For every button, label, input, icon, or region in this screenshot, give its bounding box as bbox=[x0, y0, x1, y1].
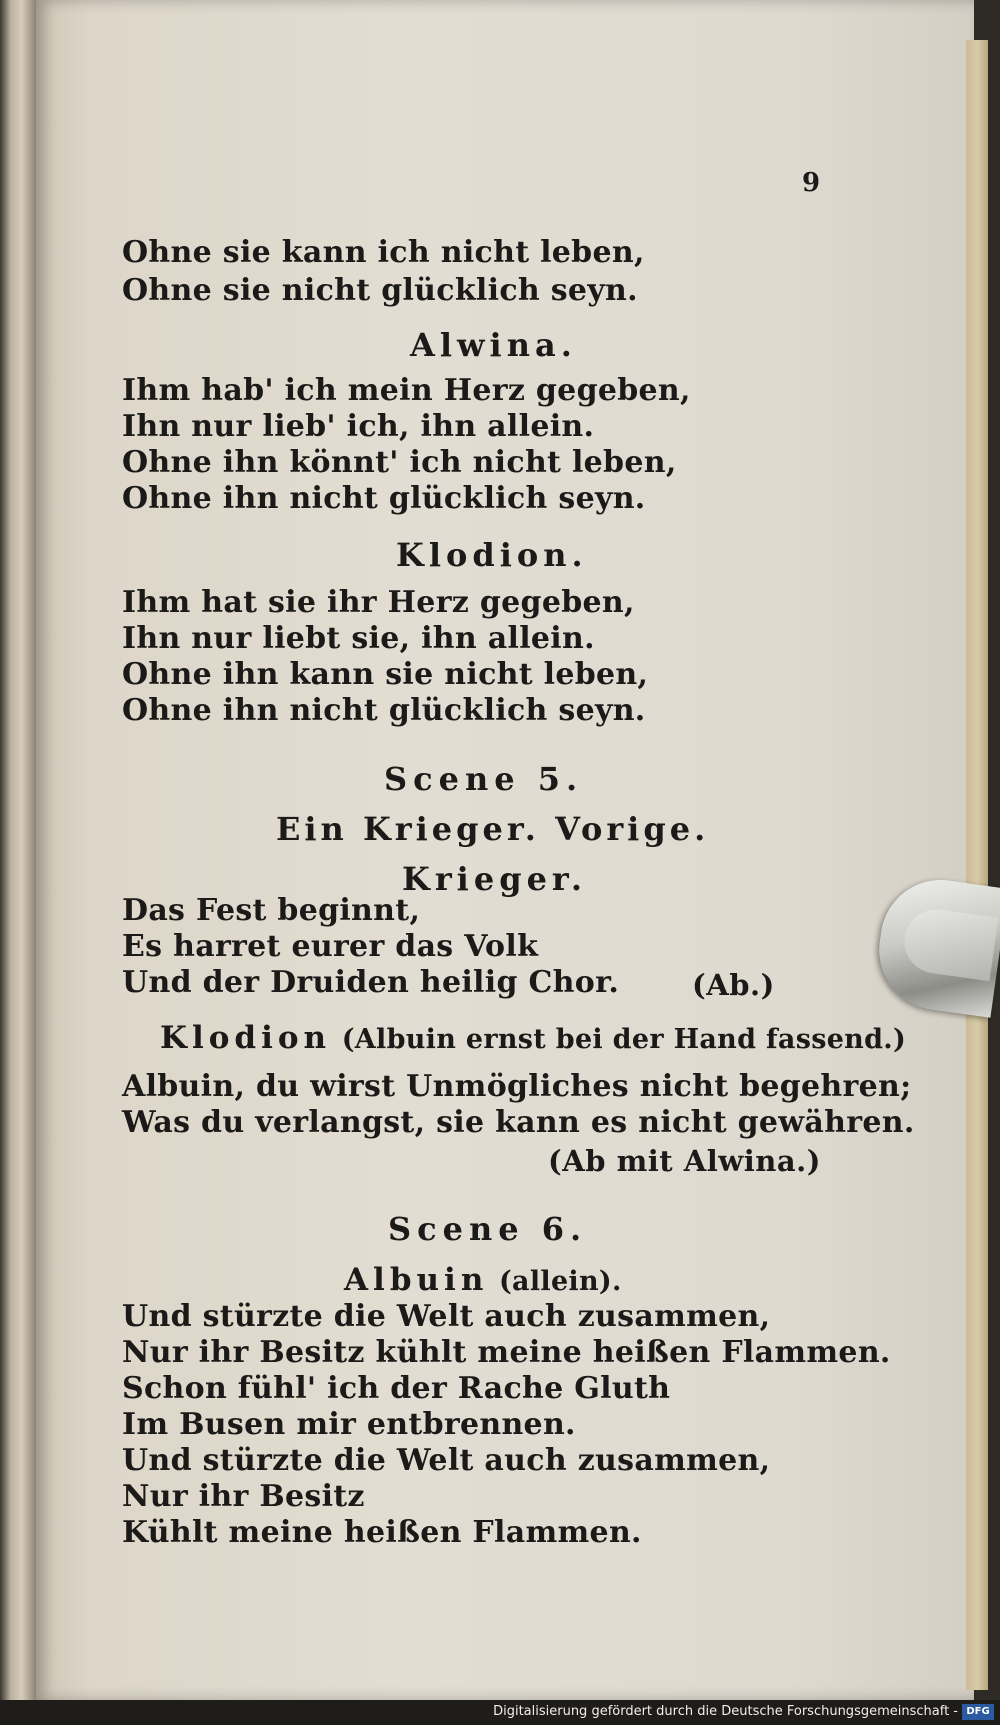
page-edge bbox=[966, 40, 988, 1690]
verse-line: Ohne ihn nicht glücklich seyn. bbox=[122, 693, 646, 728]
klodion-speaker: Klodion bbox=[160, 1020, 332, 1056]
verse-line: Ihn nur lieb' ich, ihn allein. bbox=[122, 409, 595, 444]
dfg-logo: DFG bbox=[962, 1704, 994, 1720]
verse-line: Ohne ihn könnt' ich nicht leben, bbox=[122, 445, 677, 480]
speaker-klodion: Klodion. bbox=[396, 536, 588, 574]
verse-line: Und stürzte die Welt auch zusammen, bbox=[122, 1443, 771, 1478]
verse-line: Und stürzte die Welt auch zusammen, bbox=[122, 1299, 771, 1334]
klodion-direction: (Albuin ernst bei der Hand fassend.) bbox=[341, 1024, 907, 1055]
scene-6-heading: Scene 6. bbox=[388, 1210, 588, 1248]
verse-line: Ohne ihn nicht glücklich seyn. bbox=[122, 481, 646, 516]
digitization-credit: Digitalisierung gefördert durch die Deutsche Forschungsgemeinschaft - bbox=[493, 1704, 958, 1719]
verse-line: Ohne ihn kann sie nicht leben, bbox=[122, 657, 649, 692]
speaker-krieger: Krieger. bbox=[402, 860, 587, 898]
verse-line: Ihm hat sie ihr Herz gegeben, bbox=[122, 585, 635, 620]
verse-line: Kühlt meine heißen Flammen. bbox=[122, 1515, 642, 1550]
verse-line: Ihn nur liebt sie, ihn allein. bbox=[122, 621, 595, 656]
verse-line: Was du verlangst, sie kann es nicht gewähren. bbox=[122, 1105, 915, 1140]
verse-line: Nur ihr Besitz kühlt meine heißen Flammen. bbox=[122, 1335, 891, 1370]
stage-direction-ab-alwina: (Ab mit Alwina.) bbox=[548, 1144, 821, 1178]
albuin-direction: (allein). bbox=[498, 1266, 622, 1297]
verse-line: Im Busen mir entbrennen. bbox=[122, 1407, 576, 1442]
albuin-line-heading bbox=[344, 1262, 622, 1298]
scene-5-cast: Ein Krieger. Vorige. bbox=[276, 810, 710, 848]
albuin-speaker: Albuin bbox=[344, 1262, 489, 1298]
verse-line: Ohne sie kann ich nicht leben, bbox=[122, 235, 645, 270]
klodion-line-heading bbox=[160, 1020, 906, 1056]
scene-5-heading: Scene 5. bbox=[384, 760, 584, 798]
footer-bar bbox=[0, 1700, 1000, 1725]
verse-line: Ihm hab' ich mein Herz gegeben, bbox=[122, 373, 691, 408]
verse-line: Es harret eurer das Volk bbox=[122, 929, 539, 964]
verse-line: Und der Druiden heilig Chor. bbox=[122, 965, 620, 1000]
verse-line: Schon fühl' ich der Rache Gluth bbox=[122, 1371, 671, 1406]
book-spine bbox=[0, 0, 36, 1725]
verse-line: Albuin, du wirst Unmögliches nicht begehren; bbox=[122, 1069, 912, 1104]
verse-line: Das Fest beginnt, bbox=[122, 893, 421, 928]
verse-line: Nur ihr Besitz bbox=[122, 1479, 365, 1514]
page-clip-inner bbox=[900, 905, 998, 981]
stage-direction-ab: (Ab.) bbox=[692, 968, 775, 1002]
speaker-alwina: Alwina. bbox=[410, 326, 577, 364]
verse-line: Ohne sie nicht glücklich seyn. bbox=[122, 273, 638, 308]
page-number: 9 bbox=[802, 168, 821, 198]
